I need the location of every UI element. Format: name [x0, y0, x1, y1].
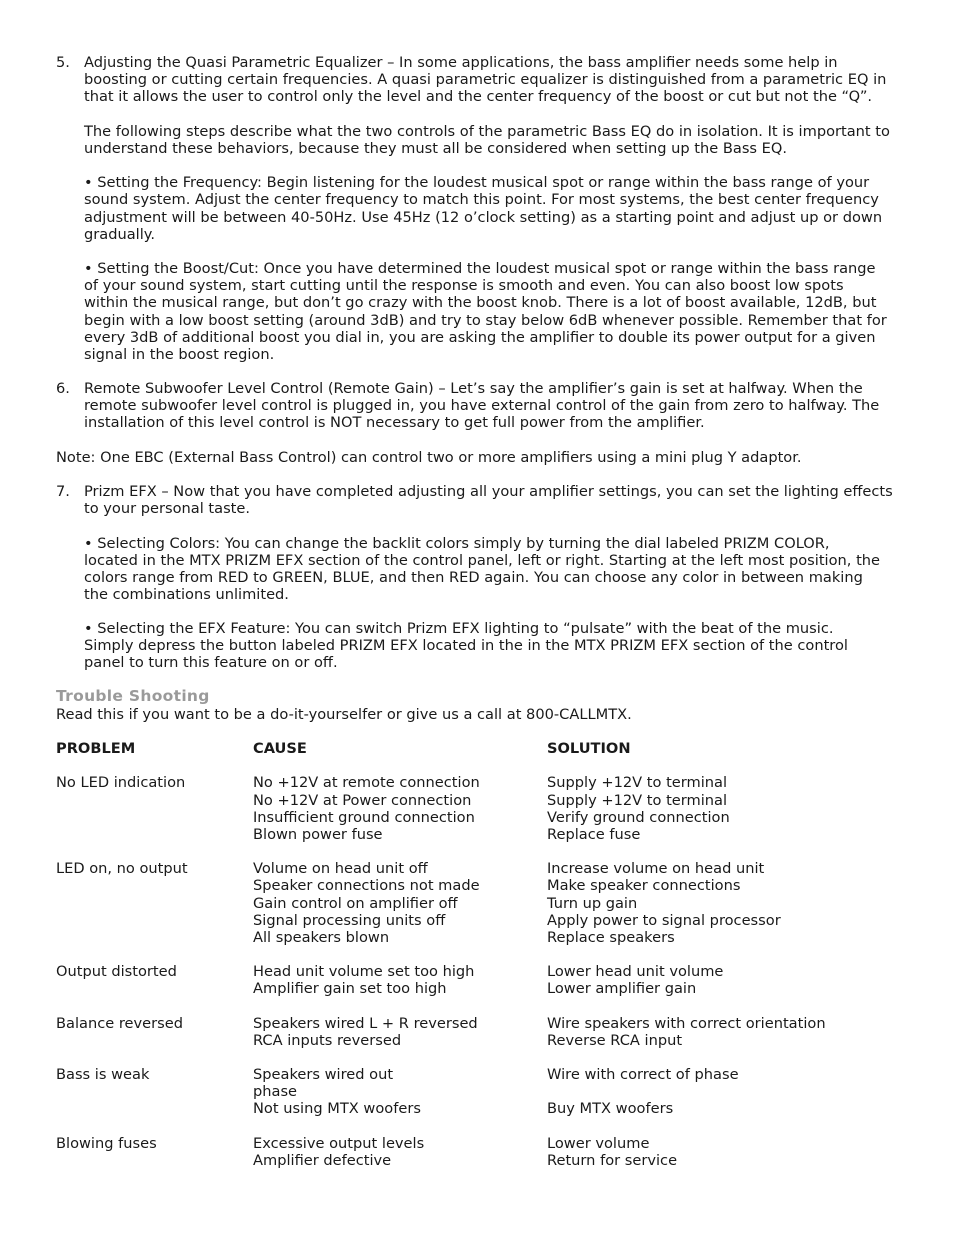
cause-cell: All speakers blown	[253, 929, 390, 946]
item-5-line: boosting or cutting certain frequencies. A quasi parametric equalizer is distinguished from a parametric EQ in	[84, 71, 887, 88]
item-6-number: 6.	[56, 380, 70, 397]
cause-cell: Speakers wired out	[253, 1066, 394, 1083]
boost-bullet-line: signal in the boost region.	[84, 346, 275, 363]
cause-cell: Amplifier gain set too high	[253, 980, 447, 997]
problem-cell: Output distorted	[56, 963, 177, 980]
solution-cell: Supply +12V to terminal	[547, 774, 728, 791]
eq-intro-line: The following steps describe what the two controls of the parametric Bass EQ do in isolation. It is important to	[84, 123, 890, 140]
solution-cell: Replace speakers	[547, 929, 675, 946]
cause-cell: RCA inputs reversed	[253, 1032, 402, 1049]
frequency-bullet-line: adjustment will be between 40-50Hz. Use 45Hz (12 o’clock setting) as a starting point and adjust up or down	[84, 209, 883, 226]
colors-bullet-line: located in the MTX PRIZM EFX section of the control panel, left or right. Starting at the left most position, the	[84, 552, 881, 569]
boost-bullet-line: of your sound system, start cutting until the response is smooth and even. You can also boost low spots	[84, 277, 844, 294]
solution-column-header: SOLUTION	[547, 740, 631, 757]
solution-cell: Make speaker connections	[547, 877, 741, 894]
problem-cell: Blowing fuses	[56, 1135, 157, 1152]
solution-cell: Lower head unit volume	[547, 963, 724, 980]
frequency-bullet-line: • Setting the Frequency: Begin listening for the loudest musical spot or range within the bass range of your	[84, 174, 870, 191]
item-6-line: remote subwoofer level control is plugged in, you have external control of the gain from zero to halfway. The	[84, 397, 880, 414]
cause-cell: No +12V at remote connection	[253, 774, 480, 791]
solution-cell: Wire speakers with correct orientation	[547, 1015, 826, 1032]
efx-bullet-line: • Selecting the EFX Feature: You can switch Prizm EFX lighting to “pulsate” with the beat of the music.	[84, 620, 834, 637]
solution-cell: Return for service	[547, 1152, 678, 1169]
item-7-line: Prizm EFX – Now that you have completed adjusting all your amplifier settings, you can set the lighting effects	[84, 483, 893, 500]
item-6-line: installation of this level control is NOT necessary to get full power from the amplifier.	[84, 414, 705, 431]
item-5-number: 5.	[56, 54, 70, 71]
frequency-bullet-line: sound system. Adjust the center frequency to match this point. For most systems, the best center frequency	[84, 191, 879, 208]
solution-cell: Replace fuse	[547, 826, 641, 843]
solution-cell: Turn up gain	[547, 895, 638, 912]
eq-intro-line: understand these behaviors, because they must all be considered when setting up the Bass EQ.	[84, 140, 788, 157]
problem-cell: Balance reversed	[56, 1015, 183, 1032]
colors-bullet-line: colors range from RED to GREEN, BLUE, and then RED again. You can choose any color in between making	[84, 569, 863, 586]
efx-bullet-line: Simply depress the button labeled PRIZM EFX located in the in the MTX PRIZM EFX section of the control	[84, 637, 848, 654]
cause-cell: Speakers wired L + R reversed	[253, 1015, 478, 1032]
problem-cell: LED on, no output	[56, 860, 188, 877]
cause-cell: phase	[253, 1083, 298, 1100]
solution-cell: Lower amplifier gain	[547, 980, 697, 997]
problem-column-header: PROBLEM	[56, 740, 136, 757]
colors-bullet-line: • Selecting Colors: You can change the backlit colors simply by turning the dial labeled PRIZM COLOR,	[84, 535, 830, 552]
cause-cell: Not using MTX woofers	[253, 1100, 421, 1117]
solution-cell: Reverse RCA input	[547, 1032, 683, 1049]
cause-cell: Volume on head unit off	[253, 860, 428, 877]
cause-cell: Insufficient ground connection	[253, 809, 475, 826]
efx-bullet-line: panel to turn this feature on or off.	[84, 654, 338, 671]
item-5-line: Adjusting the Quasi Parametric Equalizer – In some applications, the bass amplifier needs some help in	[84, 54, 838, 71]
solution-cell: Apply power to signal processor	[547, 912, 781, 929]
solution-cell: Increase volume on head unit	[547, 860, 765, 877]
cause-cell: No +12V at Power connection	[253, 792, 472, 809]
boost-bullet-line: • Setting the Boost/Cut: Once you have determined the loudest musical spot or range within the bass range	[84, 260, 876, 277]
ebc-note: Note: One EBC (External Bass Control) can control two or more amplifiers using a mini plug Y adaptor.	[56, 449, 802, 466]
boost-bullet-line: begin with a low boost setting (around 3dB) and try to stay below 6dB whenever possible. Remember that for	[84, 312, 887, 329]
colors-bullet-line: the combinations unlimited.	[84, 586, 289, 603]
problem-cell: Bass is weak	[56, 1066, 150, 1083]
solution-cell: Verify ground connection	[547, 809, 730, 826]
problem-cell: No LED indication	[56, 774, 186, 791]
frequency-bullet-line: gradually.	[84, 226, 155, 243]
item-6-line: Remote Subwoofer Level Control (Remote Gain) – Let’s say the amplifier’s gain is set at halfway. When the	[84, 380, 863, 397]
cause-cell: Signal processing units off	[253, 912, 446, 929]
troubleshooting-heading: Trouble Shooting	[56, 687, 210, 705]
solution-cell: Lower volume	[547, 1135, 650, 1152]
item-7-line: to your personal taste.	[84, 500, 251, 517]
boost-bullet-line: within the musical range, but don’t go crazy with the boost knob. There is a lot of boost available, 12dB, but	[84, 294, 877, 311]
cause-cell: Excessive output levels	[253, 1135, 425, 1152]
cause-cell: Speaker connections not made	[253, 877, 480, 894]
cause-cell: Blown power fuse	[253, 826, 383, 843]
solution-cell: Supply +12V to terminal	[547, 792, 728, 809]
cause-cell: Gain control on amplifier off	[253, 895, 458, 912]
cause-column-header: CAUSE	[253, 740, 307, 757]
cause-cell: Head unit volume set too high	[253, 963, 475, 980]
cause-cell: Amplifier defective	[253, 1152, 392, 1169]
solution-cell: Buy MTX woofers	[547, 1100, 674, 1117]
troubleshooting-intro: Read this if you want to be a do-it-yourselfer or give us a call at 800-CALLMTX.	[56, 706, 632, 723]
item-5-line: that it allows the user to control only the level and the center frequency of the boost or cut but not the “Q”.	[84, 88, 873, 105]
item-7-number: 7.	[56, 483, 70, 500]
solution-cell: Wire with correct of phase	[547, 1066, 739, 1083]
boost-bullet-line: every 3dB of additional boost you dial in, you are asking the amplifier to double its power output for a given	[84, 329, 876, 346]
